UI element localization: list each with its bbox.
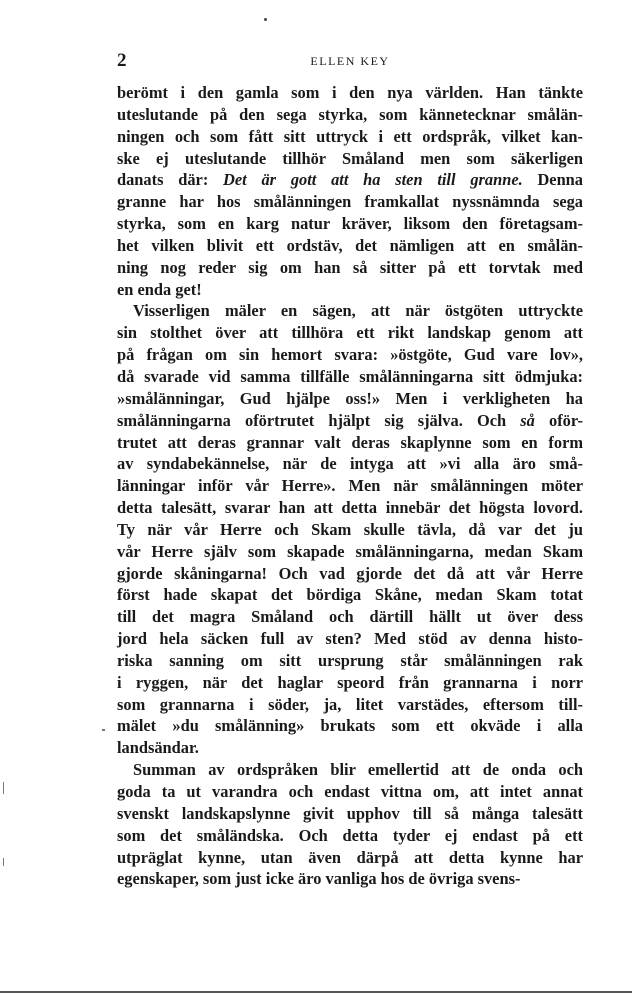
body-text xyxy=(117,82,583,890)
ink-speck xyxy=(264,18,267,21)
text-line: utpräglat kynne, utan även därpå att detta kynne har xyxy=(117,847,583,867)
text-line: mälet »du smålänning» brukats som ett okväde i alla xyxy=(117,716,583,736)
text-line: trutet att deras grannar valt deras skaplynne som en form xyxy=(117,432,583,452)
text-line: ningen och som fått sitt uttryck i ett ordspråk, vilket kan- xyxy=(117,126,583,146)
text-line: granne har hos smålänningen framkallat nyssnämnda sega xyxy=(117,192,583,212)
text-line: »smålänningar, Gud hjälpe oss!» Men i verkligheten ha xyxy=(117,388,583,408)
text-line: en enda get! xyxy=(117,279,202,299)
text-line: styrka, som en karg natur kräver, liksom den företagsam- xyxy=(117,214,583,234)
text-line: länningar inför vår Herre». Men när smålänningen möter xyxy=(117,476,583,496)
text-line: Summan av ordspråken blir emellertid att de onda och xyxy=(133,760,583,780)
text-line: smålänningarna oförtrutet hjälpt sig själva. Och så oför- xyxy=(117,410,584,430)
running-head: ELLEN KEY xyxy=(310,54,390,68)
page-number: 2 xyxy=(117,50,127,71)
text-line: först hade skapat det bördiga Skåne, medan Skam totat xyxy=(117,585,583,605)
text-line: svenskt landskapslynne givit upphov till så många talesätt xyxy=(117,803,583,823)
page-bottom-edge xyxy=(0,991,632,993)
italic-phrase: Det är gott att ha sten till granne. xyxy=(223,170,523,190)
text-line: som det småländska. Och detta tyder ej endast på ett xyxy=(117,825,583,845)
text-line: Visserligen mäler en sägen, att när östgöten uttryckte xyxy=(133,301,583,321)
text-line: jord hela säcken full av sten? Med stöd av denna histo- xyxy=(117,629,583,649)
text-line: berömt i den gamla som i den nya världen. Han tänkte xyxy=(117,83,583,102)
text-line: i ryggen, när det haglar speord från grannarna i norr xyxy=(117,672,583,692)
margin-mark xyxy=(3,858,4,866)
margin-mark xyxy=(3,782,4,794)
margin-mark xyxy=(102,729,105,731)
text-line: vår Herre själv som skapade smålänningarna, medan Skam xyxy=(117,541,583,561)
text-line: danats där: Det är gott att ha sten till granne. Denna xyxy=(117,170,583,190)
text-line: riska sanning om sitt ursprung står smålänningen rak xyxy=(117,650,583,670)
text-line: då svarade vid samma tillfälle smålänningarna sitt ödmjuka: xyxy=(117,366,583,386)
text-line: av syndabekännelse, när de intyga att »vi alla äro små- xyxy=(117,454,583,474)
text-line: till det magra Småland och därtill hällt ut över dess xyxy=(117,607,583,627)
text-line: som grannarna i söder, ja, litet varstädes, eftersom till- xyxy=(117,694,583,714)
text-line: ning nog reder sig om han så sitter på ett torvtak med xyxy=(117,257,583,277)
text-line: goda ta ut varandra och endast vittna om, att intet annat xyxy=(117,782,583,801)
text-line: Ty när vår Herre och Skam skulle tävla, då var det ju xyxy=(117,519,583,539)
page-header xyxy=(117,49,583,73)
text-line: uteslutande på den sega styrka, som kännetecknar smålän- xyxy=(117,104,583,124)
text-line: detta talesätt, svarar han att detta innebär det högsta lovord. xyxy=(117,498,583,518)
text-line: gjorde skåningarna! Och vad gjorde det då att vår Herre xyxy=(117,563,583,583)
text-line: egenskaper, som just icke äro vanliga hos de övriga svens- xyxy=(117,869,521,889)
text-line: sin stolthet över att tillhöra ett rikt landskap genom att xyxy=(117,323,583,343)
text-line: het vilken blivit ett ordstäv, det nämligen att en smålän- xyxy=(117,235,583,255)
text-line: landsändar. xyxy=(117,738,199,758)
text-line: ske ej uteslutande tillhör Småland men som säkerligen xyxy=(117,148,583,168)
italic-phrase: så xyxy=(520,410,535,430)
text-line: på frågan om sin hemort svara: »östgöte, Gud vare lov», xyxy=(117,345,583,365)
